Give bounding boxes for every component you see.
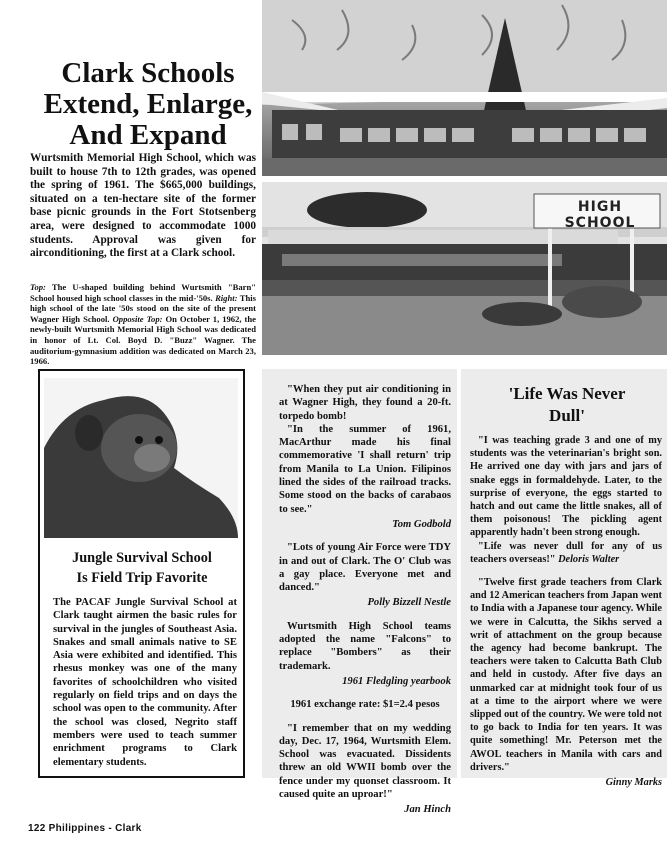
quote-air-force: "Lots of young Air Force were TDY in and out of Clark. The O' Club was a gay place. Everyone met and danced." — [279, 542, 451, 594]
life-title-line-2: Dull' — [549, 406, 585, 425]
quote-wedding-day: "I remember that on my wedding day, Dec. 17, 1964, Wurtsmith Elem. School was evacuated. Dissidents threw an old WWII bomb over the fence under my quonset classroom. It caused quite an uproar!" — [279, 722, 451, 801]
top-photo-school-building — [262, 0, 667, 176]
quote-life-never-dull-text: "Life was never dull for any of us teachers overseas!" — [470, 540, 662, 565]
attribution-fledgling-yearbook: 1961 Fledgling yearbook — [342, 675, 451, 687]
quote-torpedo: "When they put air conditioning in at Wagner High, they found a 20-ft. torpedo bomb! — [279, 384, 451, 422]
high-school-sign: HIGH SCHOOL — [564, 199, 636, 231]
title-line-3: And Expand — [69, 119, 227, 151]
quote-life-never-dull — [470, 540, 662, 566]
title-line-1: Clark Schools — [61, 57, 235, 89]
attribution-ginny-marks: Ginny Marks — [605, 777, 662, 789]
monkey-illustration — [44, 378, 238, 538]
attribution-polly-nestle: Polly Bizzell Nestle — [367, 597, 451, 609]
middle-column-quotes — [279, 383, 451, 817]
jungle-title-line-1: Jungle Survival School — [72, 550, 212, 566]
caption-right-text: This high school of the late '50s stood on the site of the present Wagner High School. — [30, 292, 256, 324]
photo-caption — [30, 282, 256, 367]
caption-top-text: The U-shaped building behind Wurtsmith "Barn" School housed high school classes in the mid-'50s. — [30, 282, 256, 303]
attribution-tom-godbold: Tom Godbold — [392, 518, 451, 530]
caption-right-label: Right: — [215, 292, 238, 303]
rhesus-monkey-photo — [44, 378, 238, 538]
quote-macarthur: "In the summer of 1961, MacArthur made his final commemorative 'I shall return' trip from Manila to La Union. Filipinos lined the sides of the railroad tracks. Some stood on the backs of carabaos to see." — [279, 423, 451, 515]
quote-snake-eggs: "I was teaching grade 3 and one of my students was the veterinarian's bright son. He arrived one day with jars and jars of snake eggs in formaldehyde. Later, to the surprise of everyone, the eggs started to hatch and out came the little snakes, all of them poisonous! The pickling agent apparently hadn't been strong enough. — [470, 435, 662, 539]
caption-opposite-text: On October 1, 1962, the newly-built Wurtsmith Memorial High School was dedicated in honor of Lt. Col. Boyd D. "Buzz" Wagner. The auditorium-gymnasium addition was dedicated on March 23, 1966. — [30, 313, 256, 367]
top-photo-illustration — [262, 0, 667, 176]
life-title-line-1: 'Life Was Never — [508, 384, 626, 403]
jungle-body-text: The PACAF Jungle Survival School at Clark taught airmen the basic rules for survival in the jungles of Southeast Asia. Snakes and small animals native to SE Asia were exhibited and identified. This rhesus monkey was one of the many favorites of schoolchildren who visited regularly on field trips and on days the school was open to the community. After the school was closed, Negrito staff members were used to teach summer enrichment programs to Clark elementary students. — [53, 597, 237, 768]
page-folio: 122 Philippines - Clark — [28, 823, 142, 834]
quote-falcons: Wurtsmith High School teams adopted the name "Falcons" to replace "Bombers" as their trademark. — [279, 620, 451, 672]
page-title — [40, 58, 256, 151]
attribution-jan-hinch: Jan Hinch — [404, 804, 451, 816]
jungle-title — [44, 548, 240, 588]
caption-top-label: Top: — [30, 282, 46, 292]
jungle-title-line-2: Is Field Trip Favorite — [76, 570, 208, 586]
intro-paragraph: Wurtsmith Memorial High School, which was built to house 7th to 12th grades, was opened the spring of 1961. The $665,000 buildings, situated on a ten-hectare site of the former base picnic grounds in the Fort Stotsenberg area, were designed to accommodate 1000 students. Approval was given for airconditioning, the first at a Clark school. — [30, 152, 256, 260]
attribution-deloris-walter: Deloris Walter — [558, 553, 620, 565]
right-column-quotes — [470, 434, 662, 789]
life-was-never-dull-title — [472, 383, 662, 427]
quote-india-trip: "Twelve first grade teachers from Clark and 12 American teachers from Japan went to India with a Japanese tour agency. While we were in Calcutta, the Sikhs served a writ of attachment on the group because the agency had become bankrupt. The teachers were taken to Calcutta Bath Club and held in custody. After five days an unmarked car at midnight took four of us at a time to the airport where we were slipped out of the country. We were told not to go back to India for ten years. It was quite something! Mr. Peterson met the AWOL teachers in Manila with cars and drivers." — [470, 577, 662, 773]
right-photo-high-school — [262, 182, 667, 355]
caption-opposite-label: Opposite Top: — [112, 313, 163, 324]
title-line-2: Extend, Enlarge, — [43, 88, 253, 120]
exchange-rate: 1961 exchange rate: $1=2.4 pesos — [290, 699, 440, 711]
